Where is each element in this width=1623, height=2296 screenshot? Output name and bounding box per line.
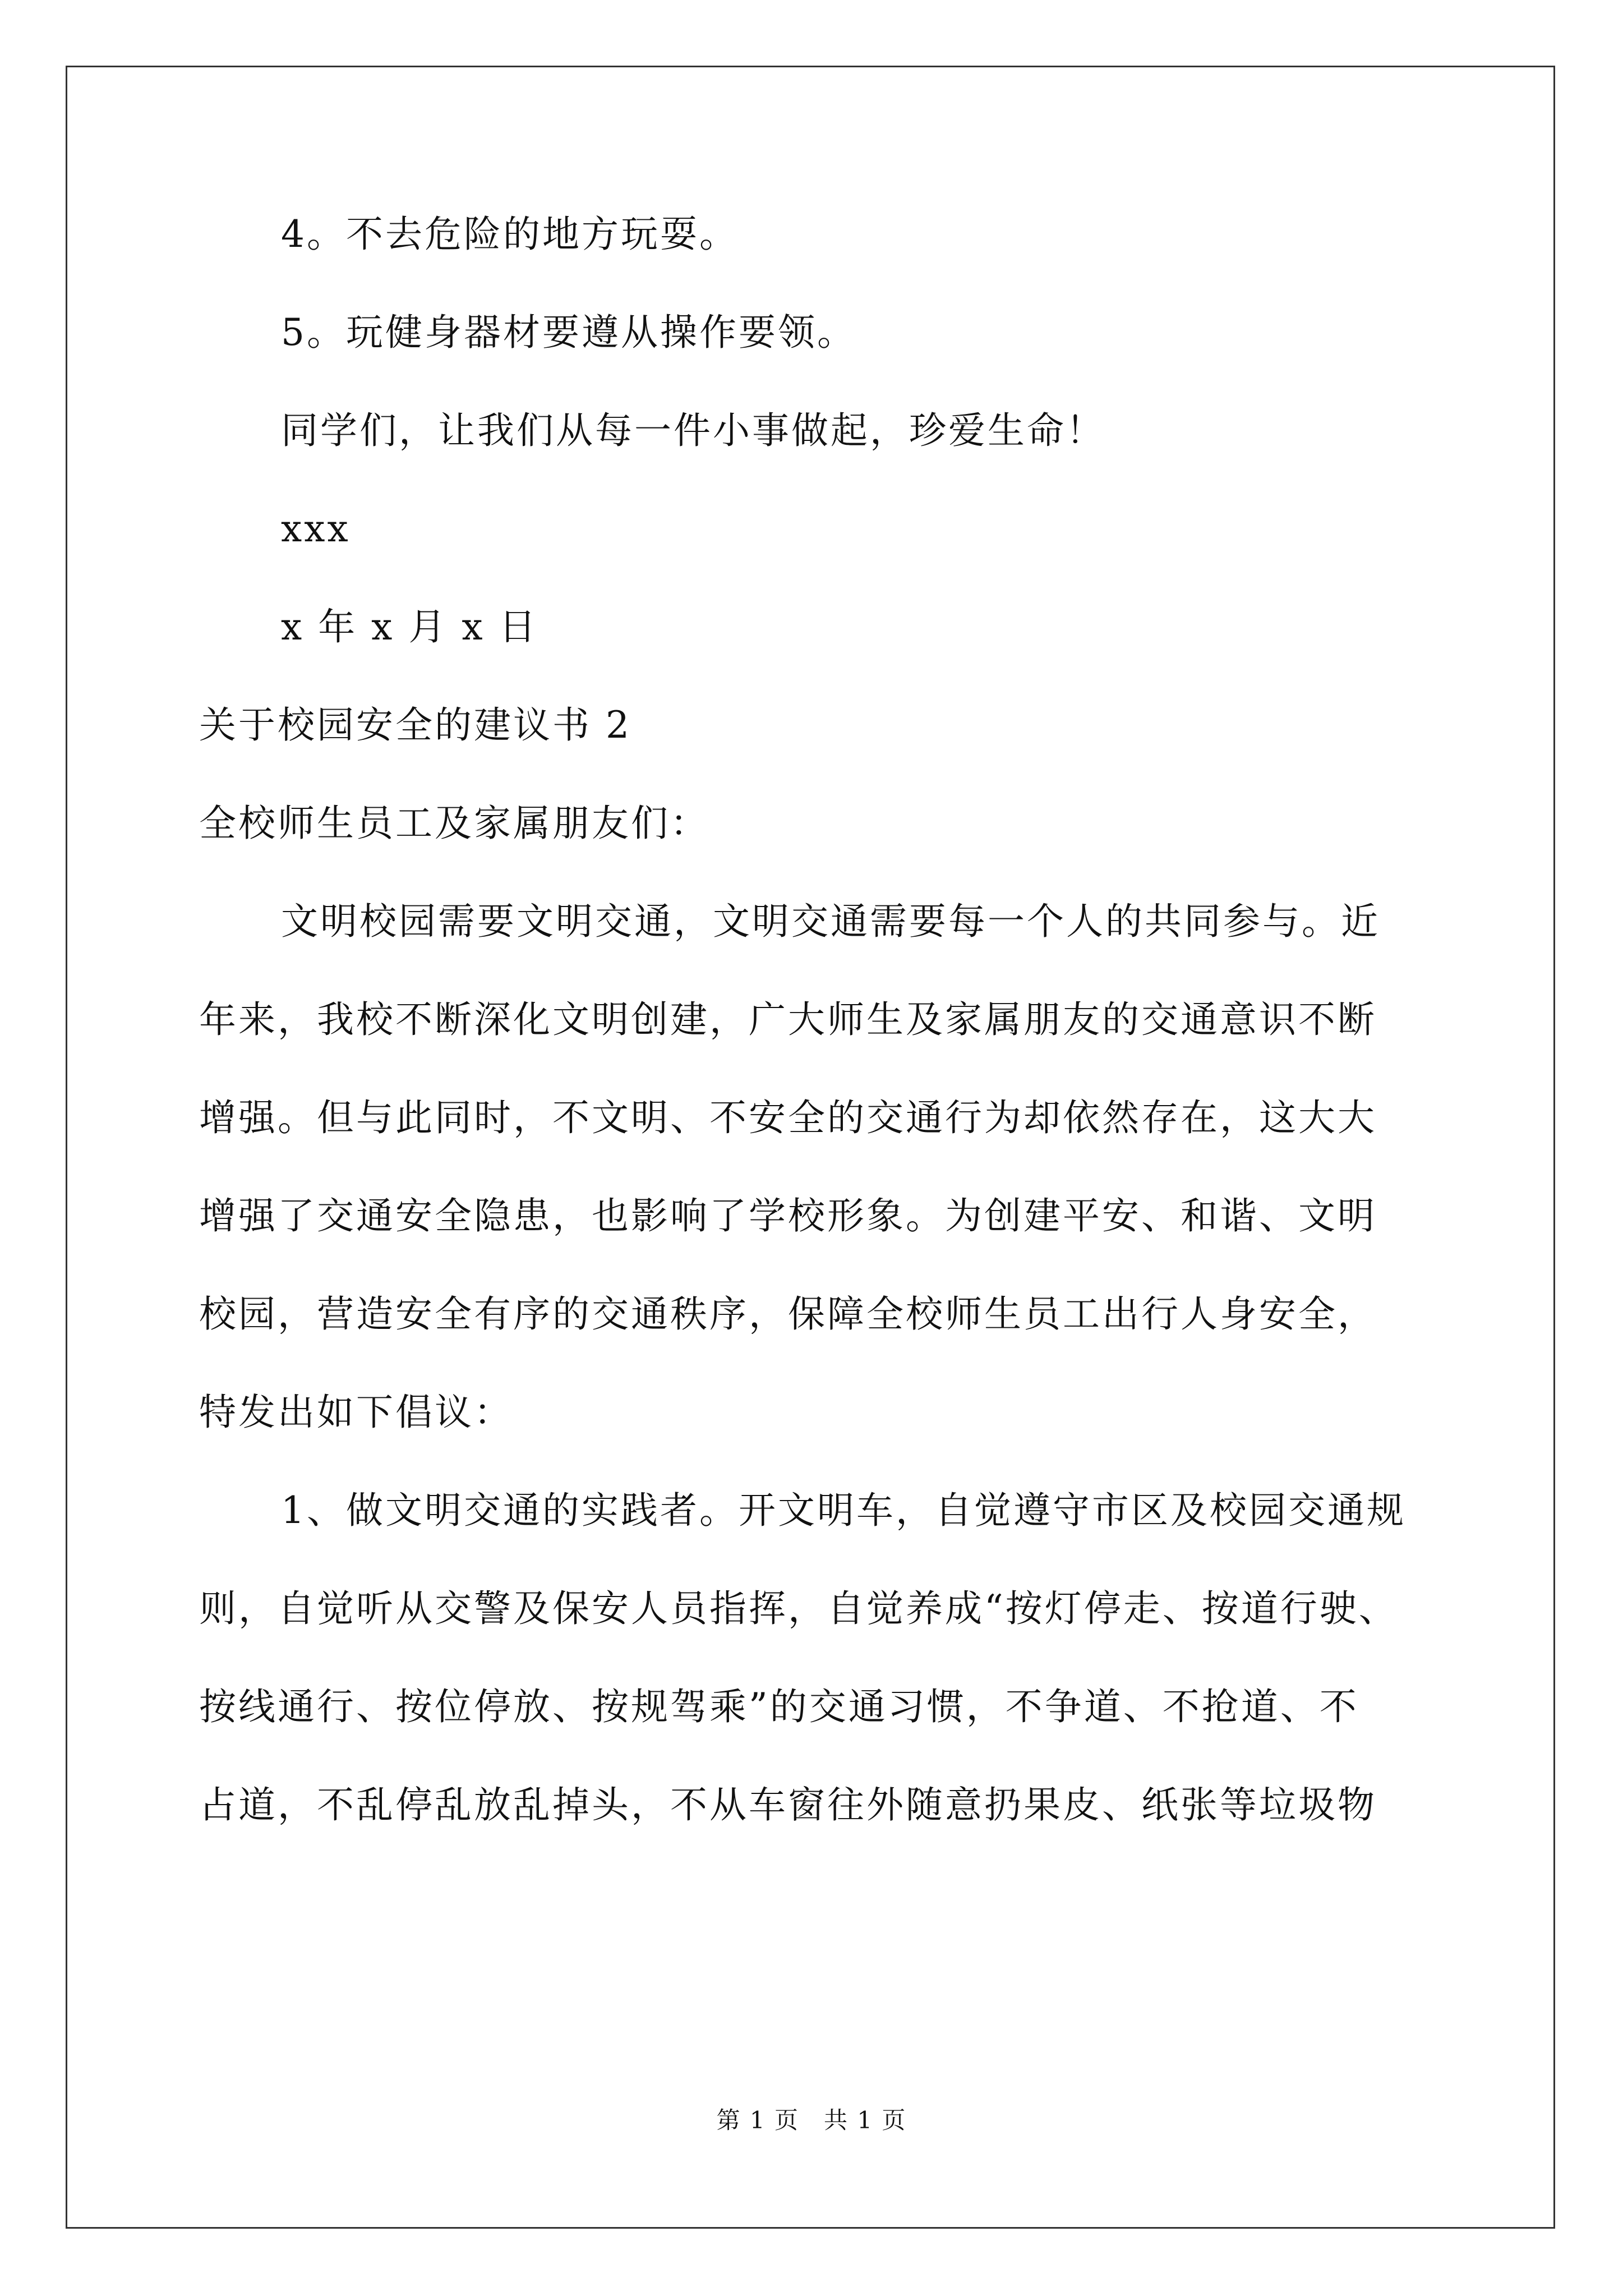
list-item-5: 5。玩健身器材要遵从操作要领。 bbox=[281, 311, 856, 354]
paragraph-line: 增强了交通安全隐患，也影响了学校形象。为创建平安、和谐、文明 bbox=[199, 1194, 1377, 1237]
closing-sentence: 同学们，让我们从每一件小事做起，珍爱生命！ bbox=[281, 409, 1105, 452]
paragraph-line: 占道，不乱停乱放乱掉头，不从车窗往外随意扔果皮、纸张等垃圾物 bbox=[199, 1783, 1377, 1826]
document-body bbox=[199, 212, 1433, 1881]
signature: xxx bbox=[281, 507, 351, 550]
page-footer: 第 1 页 共 1 页 bbox=[716, 2106, 907, 2134]
paragraph-line: 1、做文明交通的实践者。开文明车，自觉遵守市区及校园交通规 bbox=[281, 1489, 1406, 1532]
date-line: x 年 x 月 x 日 bbox=[281, 605, 538, 648]
section-title: 关于校园安全的建议书 2 bbox=[199, 703, 631, 747]
paragraph-line: 按线通行、按位停放、按规驾乘”的交通习惯，不争道、不抢道、不 bbox=[199, 1685, 1359, 1728]
salutation: 全校师生员工及家属朋友们： bbox=[199, 802, 709, 845]
paragraph-line: 则，自觉听从交警及保安人员指挥，自觉养成“按灯停走、按道行驶、 bbox=[199, 1587, 1398, 1630]
paragraph-point-1 bbox=[199, 1488, 1433, 1828]
paragraph-intro bbox=[199, 899, 1433, 1435]
list-item-4: 4。不去危险的地方玩耍。 bbox=[281, 213, 739, 256]
paragraph-line: 校园，营造安全有序的交通秩序，保障全校师生员工出行人身安全， bbox=[199, 1292, 1377, 1336]
paragraph-line: 增强。但与此同时，不文明、不安全的交通行为却依然存在，这大大 bbox=[199, 1096, 1377, 1139]
paragraph-line: 特发出如下倡议： bbox=[199, 1391, 513, 1434]
paragraph-line: 文明校园需要文明交通，文明交通需要每一个人的共同参与。近 bbox=[281, 900, 1380, 943]
paragraph-line: 年来，我校不断深化文明创建，广大师生及家属朋友的交通意识不断 bbox=[199, 998, 1377, 1041]
